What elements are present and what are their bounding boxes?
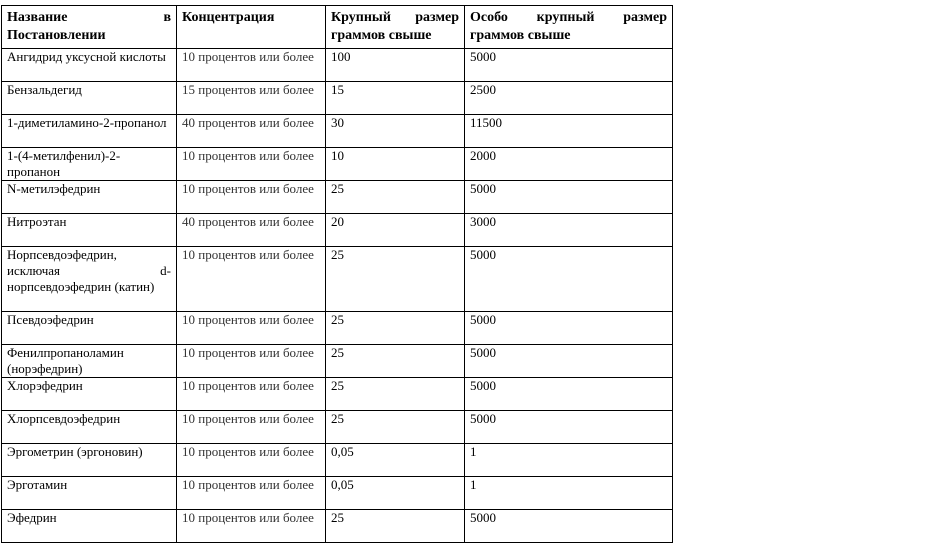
cell-name: Ангидрид уксусной кислоты bbox=[2, 49, 177, 82]
cell-concentration: 15 процентов или более bbox=[177, 82, 326, 115]
cell-xlarge-size: 5000 bbox=[465, 345, 673, 378]
cell-name: N-метилэфедрин bbox=[2, 181, 177, 214]
table-row bbox=[2, 444, 673, 477]
cell-name: Фенилпропаноламин (норэфедрин) bbox=[2, 345, 177, 378]
cell-xlarge-size: 11500 bbox=[465, 115, 673, 148]
cell-xlarge-size: 3000 bbox=[465, 214, 673, 247]
cell-name: Бензальдегид bbox=[2, 82, 177, 115]
table-body bbox=[2, 49, 673, 543]
cell-large-size: 15 bbox=[326, 82, 465, 115]
cell-xlarge-size: 5000 bbox=[465, 510, 673, 543]
cell-xlarge-size: 5000 bbox=[465, 49, 673, 82]
cell-name: Псевдоэфедрин bbox=[2, 312, 177, 345]
header-name-line2: Постановлении bbox=[7, 28, 106, 43]
cell-name: Хлорэфедрин bbox=[2, 378, 177, 411]
table-row bbox=[2, 345, 673, 378]
cell-large-size: 25 bbox=[326, 181, 465, 214]
cell-name: Эргометрин (эргоновин) bbox=[2, 444, 177, 477]
table-row bbox=[2, 510, 673, 543]
cell-large-size: 25 bbox=[326, 345, 465, 378]
cell-large-size: 25 bbox=[326, 247, 465, 312]
cell-concentration: 10 процентов или более bbox=[177, 345, 326, 378]
cell-concentration: 40 процентов или более bbox=[177, 115, 326, 148]
header-row bbox=[2, 6, 673, 49]
cell-concentration: 10 процентов или более bbox=[177, 510, 326, 543]
table-row bbox=[2, 49, 673, 82]
cell-large-size: 25 bbox=[326, 510, 465, 543]
cell-large-size: 100 bbox=[326, 49, 465, 82]
table-row bbox=[2, 312, 673, 345]
cell-concentration: 10 процентов или более bbox=[177, 247, 326, 312]
table-row bbox=[2, 214, 673, 247]
cell-large-size: 0,05 bbox=[326, 444, 465, 477]
cell-large-size: 25 bbox=[326, 411, 465, 444]
header-xlarge-size: Особо крупный размер граммов свыше bbox=[465, 6, 673, 49]
cell-concentration: 10 процентов или более bbox=[177, 312, 326, 345]
header-name-part2: в bbox=[163, 10, 171, 25]
cell-concentration: 10 процентов или более bbox=[177, 444, 326, 477]
precursor-table bbox=[1, 5, 673, 543]
cell-concentration: 10 процентов или более bbox=[177, 148, 326, 181]
cell-large-size: 0,05 bbox=[326, 477, 465, 510]
cell-large-size: 30 bbox=[326, 115, 465, 148]
header-large-size: Крупный размер граммов свыше bbox=[326, 6, 465, 49]
cell-concentration: 10 процентов или более bbox=[177, 411, 326, 444]
table-row bbox=[2, 378, 673, 411]
table-row bbox=[2, 247, 673, 312]
cell-name: Эфедрин bbox=[2, 510, 177, 543]
cell-xlarge-size: 5000 bbox=[465, 312, 673, 345]
header-name-part1: Название bbox=[7, 10, 68, 25]
table-row bbox=[2, 477, 673, 510]
table-row bbox=[2, 115, 673, 148]
cell-large-size: 20 bbox=[326, 214, 465, 247]
cell-name: Эрготамин bbox=[2, 477, 177, 510]
cell-name: Норпсевдоэфедрин, исключая d-норпсевдоэфедрин (катин) bbox=[2, 247, 177, 312]
cell-name: Нитроэтан bbox=[2, 214, 177, 247]
cell-xlarge-size: 5000 bbox=[465, 378, 673, 411]
table-row bbox=[2, 181, 673, 214]
header-name bbox=[2, 6, 177, 49]
table-row bbox=[2, 148, 673, 181]
table-row bbox=[2, 411, 673, 444]
cell-name: Хлорпсевдоэфедрин bbox=[2, 411, 177, 444]
cell-xlarge-size: 1 bbox=[465, 444, 673, 477]
cell-concentration: 10 процентов или более bbox=[177, 49, 326, 82]
cell-large-size: 25 bbox=[326, 312, 465, 345]
cell-name: 1-(4-метилфенил)-2-пропанон bbox=[2, 148, 177, 181]
cell-xlarge-size: 2500 bbox=[465, 82, 673, 115]
cell-large-size: 25 bbox=[326, 378, 465, 411]
cell-concentration: 40 процентов или более bbox=[177, 214, 326, 247]
cell-concentration: 10 процентов или более bbox=[177, 477, 326, 510]
cell-concentration: 10 процентов или более bbox=[177, 378, 326, 411]
cell-xlarge-size: 2000 bbox=[465, 148, 673, 181]
header-concentration: Концентрация bbox=[177, 6, 326, 49]
cell-concentration: 10 процентов или более bbox=[177, 181, 326, 214]
table-row bbox=[2, 82, 673, 115]
cell-xlarge-size: 5000 bbox=[465, 411, 673, 444]
cell-xlarge-size: 5000 bbox=[465, 247, 673, 312]
cell-xlarge-size: 5000 bbox=[465, 181, 673, 214]
cell-large-size: 10 bbox=[326, 148, 465, 181]
cell-xlarge-size: 1 bbox=[465, 477, 673, 510]
cell-name: 1-диметиламино-2-пропанол bbox=[2, 115, 177, 148]
